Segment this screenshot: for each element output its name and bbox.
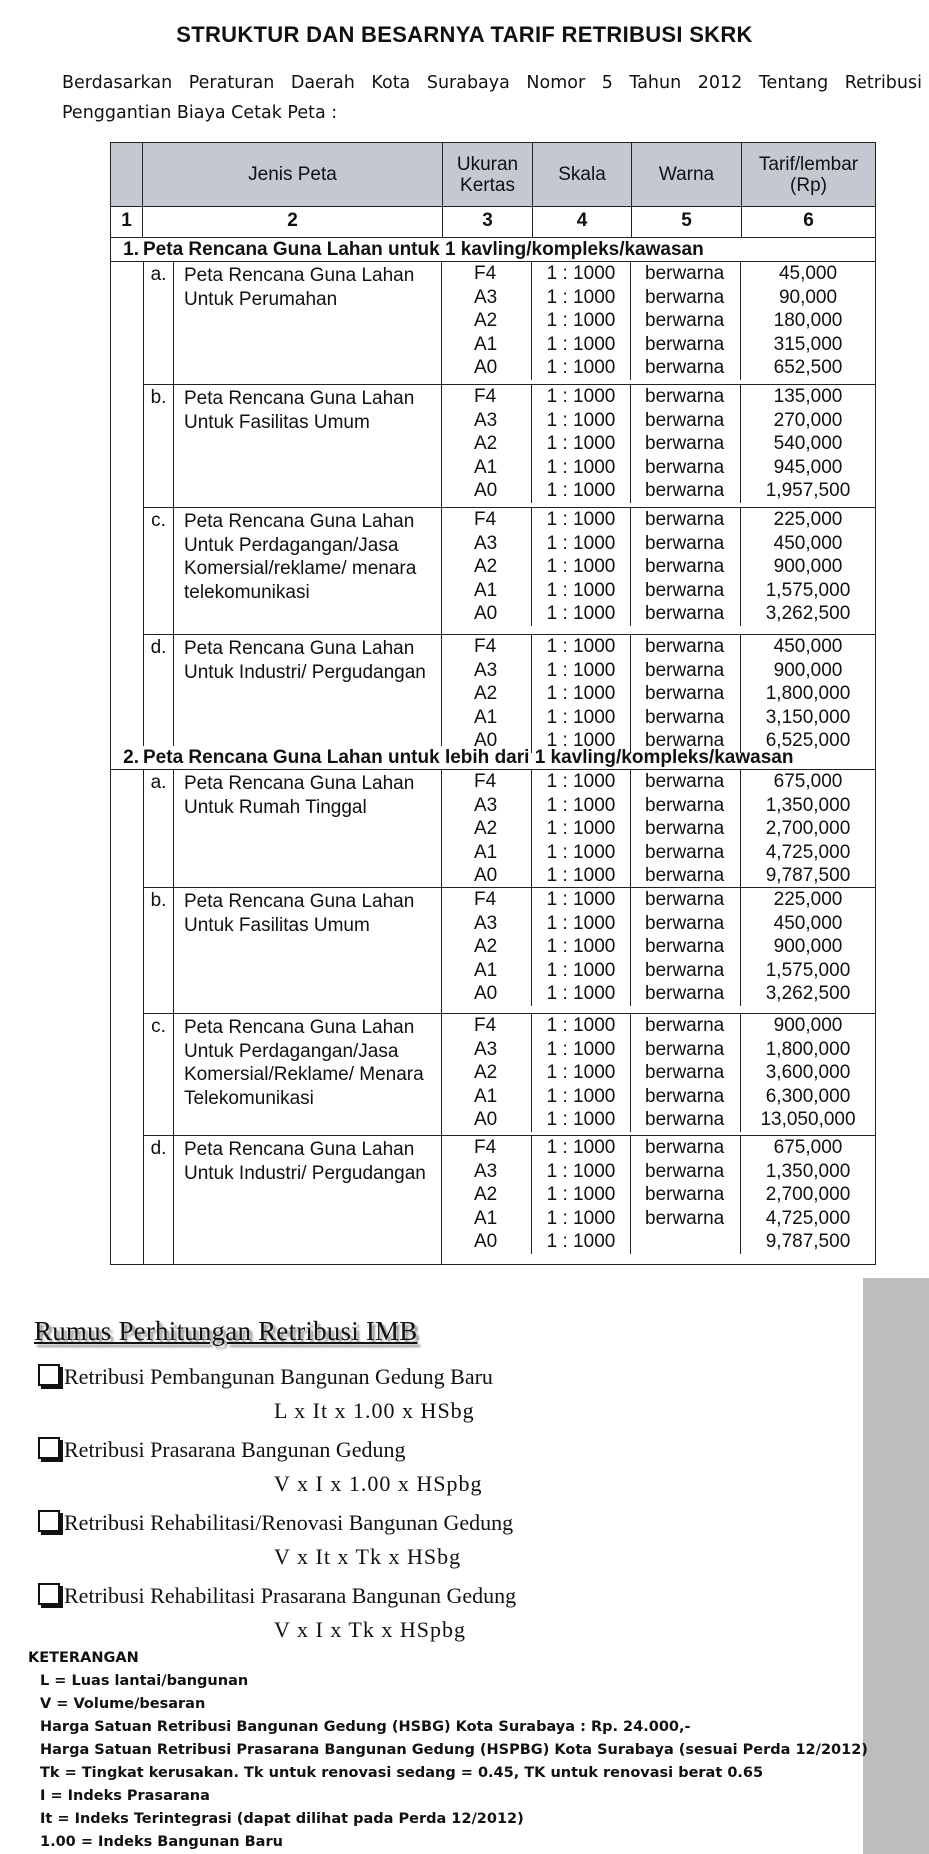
formula-item-label xyxy=(38,1583,516,1609)
table-row xyxy=(442,309,875,333)
formula-expression: L x It x 1.00 x HSbg xyxy=(274,1398,475,1423)
tariff-cell: 450,000 xyxy=(773,912,843,934)
paper-size-cell: A2 xyxy=(442,935,532,959)
group-rows xyxy=(442,508,875,634)
tariff-cell: 900,000 xyxy=(773,556,843,578)
map-type-group xyxy=(143,1014,875,1136)
tariff-cell: 3,262,500 xyxy=(765,983,851,1005)
table-row xyxy=(442,1108,875,1132)
paper-size-cell: A2 xyxy=(442,817,532,841)
map-type-group xyxy=(143,770,875,888)
formula-expression: V x It x Tk x HSbg xyxy=(274,1544,462,1569)
checkbox-bullet-icon xyxy=(38,1364,60,1386)
tariff-cell: 4,725,000 xyxy=(765,1207,851,1229)
color-cell: berwarna xyxy=(631,729,741,753)
section-title-row xyxy=(111,238,875,262)
paper-size-cell: A2 xyxy=(442,1183,532,1207)
scale-cell: 1 : 1000 xyxy=(532,579,631,603)
keterangan-line: Harga Satuan Retribusi Bangunan Gedung (HSBG) Kota Surabaya : Rp. 24.000,- xyxy=(40,1719,691,1735)
header-cell-tarif: Tarif/lembar (Rp) xyxy=(758,153,859,196)
table-row xyxy=(442,959,875,983)
scale-cell: 1 : 1000 xyxy=(532,286,631,310)
map-type-name: Peta Rencana Guna Lahan Untuk Rumah Tinggal xyxy=(174,770,442,887)
paper-size-cell: F4 xyxy=(442,1014,532,1038)
formula-label: Retribusi Rehabilitasi Prasarana Bangunan Gedung xyxy=(64,1583,517,1608)
tariff-cell: 9,787,500 xyxy=(765,865,851,887)
paper-size-cell: F4 xyxy=(442,635,532,659)
col-number: 1 xyxy=(111,207,143,237)
header-cell-jenis-peta: Jenis Peta xyxy=(143,143,443,206)
tariff-cell: 270,000 xyxy=(773,409,843,431)
table-row xyxy=(442,479,875,503)
paper-size-cell: A1 xyxy=(442,706,532,730)
scale-cell: 1 : 1000 xyxy=(532,935,631,959)
scale-cell: 1 : 1000 xyxy=(532,409,631,433)
table-row xyxy=(442,635,875,659)
group-letter: d. xyxy=(144,1136,174,1264)
section-title: Peta Rencana Guna Lahan untuk lebih dari 1 kavling/kompleks/kawasan xyxy=(143,747,794,768)
color-cell: berwarna xyxy=(631,555,741,579)
color-cell: berwarna xyxy=(631,286,741,310)
color-cell: berwarna xyxy=(631,262,741,286)
table-row xyxy=(442,532,875,556)
paper-size-cell: A0 xyxy=(442,864,532,888)
group-letter: a. xyxy=(144,262,174,384)
tariff-cell: 180,000 xyxy=(773,310,843,332)
paper-size-cell: A3 xyxy=(442,912,532,936)
table-row xyxy=(442,841,875,865)
table-row xyxy=(442,935,875,959)
group-rows xyxy=(442,1136,875,1264)
intro-paragraph: Berdasarkan Peraturan Daerah Kota Surabaya Nomor 5 Tahun 2012 Tentang Retribusi Penggantian Biaya Cetak Peta : xyxy=(62,73,922,123)
group-rows xyxy=(442,385,875,507)
paper-size-cell: A0 xyxy=(442,602,532,626)
keterangan-line: Harga Satuan Retribusi Prasarana Bangunan Gedung (HSPBG) Kota Surabaya (sesuai Perda 12/2012) xyxy=(40,1742,868,1758)
tariff-cell: 3,600,000 xyxy=(765,1062,851,1084)
tariff-cell: 1,350,000 xyxy=(765,1160,851,1182)
group-rows xyxy=(442,770,875,887)
tariff-cell: 900,000 xyxy=(773,659,843,681)
scale-cell: 1 : 1000 xyxy=(532,841,631,865)
scale-cell: 1 : 1000 xyxy=(532,959,631,983)
tariff-cell: 2,700,000 xyxy=(765,1184,851,1206)
scale-cell: 1 : 1000 xyxy=(532,1136,631,1160)
scale-cell: 1 : 1000 xyxy=(532,1183,631,1207)
map-type-name: Peta Rencana Guna Lahan Untuk Industri/ Pergudangan xyxy=(174,635,442,746)
paper-size-cell: A3 xyxy=(442,532,532,556)
scale-cell: 1 : 1000 xyxy=(532,385,631,409)
scale-cell: 1 : 1000 xyxy=(532,1038,631,1062)
scale-cell: 1 : 1000 xyxy=(532,432,631,456)
color-cell: berwarna xyxy=(631,682,741,706)
table-row xyxy=(442,982,875,1006)
color-cell: berwarna xyxy=(631,602,741,626)
keterangan-line: L = Luas lantai/bangunan xyxy=(40,1673,249,1689)
paper-size-cell: A3 xyxy=(442,1160,532,1184)
table-row xyxy=(442,456,875,480)
scale-cell: 1 : 1000 xyxy=(532,456,631,480)
tariff-cell: 900,000 xyxy=(773,936,843,958)
scale-cell: 1 : 1000 xyxy=(532,1207,631,1231)
map-type-group xyxy=(143,508,875,635)
group-letter: b. xyxy=(144,385,174,507)
formula-item-label xyxy=(38,1510,513,1536)
color-cell: berwarna xyxy=(631,432,741,456)
tariff-cell: 315,000 xyxy=(773,333,843,355)
color-cell: berwarna xyxy=(631,841,741,865)
table-row xyxy=(442,1136,875,1160)
color-cell: berwarna xyxy=(631,356,741,380)
color-cell: berwarna xyxy=(631,479,741,503)
paper-size-cell: A3 xyxy=(442,1038,532,1062)
section-number: 1. xyxy=(123,239,139,260)
scale-cell: 1 : 1000 xyxy=(532,635,631,659)
paper-size-cell: A1 xyxy=(442,333,532,357)
group-letter: d. xyxy=(144,635,174,746)
scale-cell: 1 : 1000 xyxy=(532,356,631,380)
paper-size-cell: F4 xyxy=(442,888,532,912)
scale-cell: 1 : 1000 xyxy=(532,817,631,841)
color-cell: berwarna xyxy=(631,385,741,409)
color-cell: berwarna xyxy=(631,1207,741,1231)
paper-size-cell: A2 xyxy=(442,432,532,456)
map-type-name: Peta Rencana Guna Lahan Untuk Perdagangan/Jasa Komersial/reklame/ menara telekomunikasi xyxy=(174,508,442,634)
map-type-name: Peta Rencana Guna Lahan Untuk Fasilitas Umum xyxy=(174,385,442,507)
scale-cell: 1 : 1000 xyxy=(532,982,631,1006)
table-row xyxy=(442,794,875,818)
scale-cell: 1 : 1000 xyxy=(532,729,631,753)
scale-cell: 1 : 1000 xyxy=(532,555,631,579)
color-cell xyxy=(631,1230,741,1254)
table-row xyxy=(442,864,875,888)
tariff-cell: 2,700,000 xyxy=(765,818,851,840)
table-row xyxy=(442,432,875,456)
group-letter: b. xyxy=(144,888,174,1013)
table-row xyxy=(442,385,875,409)
paper-size-cell: A1 xyxy=(442,841,532,865)
scale-cell: 1 : 1000 xyxy=(532,888,631,912)
formula-label: Retribusi Pembangunan Bangunan Gedung Baru xyxy=(64,1364,493,1389)
formula-expression: V x I x 1.00 x HSpbg xyxy=(274,1471,483,1496)
color-cell: berwarna xyxy=(631,333,741,357)
color-cell: berwarna xyxy=(631,1160,741,1184)
paper-size-cell: A1 xyxy=(442,1207,532,1231)
scale-cell: 1 : 1000 xyxy=(532,333,631,357)
tariff-cell: 1,350,000 xyxy=(765,794,851,816)
scale-cell: 1 : 1000 xyxy=(532,864,631,888)
scale-cell: 1 : 1000 xyxy=(532,770,631,794)
tariff-cell: 45,000 xyxy=(778,263,838,284)
color-cell: berwarna xyxy=(631,706,741,730)
table-row xyxy=(442,1183,875,1207)
tariff-table xyxy=(110,142,876,1265)
color-cell: berwarna xyxy=(631,579,741,603)
table-row xyxy=(442,912,875,936)
group-letter: c. xyxy=(144,1014,174,1135)
map-type-name: Peta Rencana Guna Lahan Untuk Industri/ Pergudangan xyxy=(174,1136,442,1264)
paper-size-cell: F4 xyxy=(442,770,532,794)
tariff-cell: 900,000 xyxy=(773,1015,843,1036)
paper-size-cell: A1 xyxy=(442,456,532,480)
color-cell: berwarna xyxy=(631,912,741,936)
map-type-group xyxy=(143,262,875,385)
tariff-cell: 135,000 xyxy=(773,386,843,407)
scale-cell: 1 : 1000 xyxy=(532,912,631,936)
color-cell: berwarna xyxy=(631,1038,741,1062)
tariff-cell: 945,000 xyxy=(773,456,843,478)
col-number: 5 xyxy=(632,207,742,237)
color-cell: berwarna xyxy=(631,982,741,1006)
paper-size-cell: F4 xyxy=(442,508,532,532)
section-title-row xyxy=(111,746,875,770)
section-number: 2. xyxy=(123,747,139,768)
table-row xyxy=(442,579,875,603)
tariff-cell: 1,957,500 xyxy=(765,480,851,502)
table-header xyxy=(111,143,875,207)
scale-cell: 1 : 1000 xyxy=(532,1230,631,1254)
color-cell: berwarna xyxy=(631,532,741,556)
scale-cell: 1 : 1000 xyxy=(532,706,631,730)
scale-cell: 1 : 1000 xyxy=(532,1160,631,1184)
map-type-group xyxy=(143,888,875,1014)
tariff-cell: 225,000 xyxy=(773,889,843,910)
map-type-group xyxy=(143,1136,875,1264)
keterangan-line: V = Volume/besaran xyxy=(40,1696,206,1712)
table-row xyxy=(442,1014,875,1038)
formula-section-title: Rumus Perhitungan Retribusi IMB xyxy=(34,1316,418,1346)
scale-cell: 1 : 1000 xyxy=(532,659,631,683)
map-type-group xyxy=(143,635,875,752)
tariff-cell: 225,000 xyxy=(773,509,843,530)
color-cell: berwarna xyxy=(631,456,741,480)
scale-cell: 1 : 1000 xyxy=(532,479,631,503)
table-row xyxy=(442,1061,875,1085)
header-cell-warna: Warna xyxy=(632,143,742,206)
table-row xyxy=(442,659,875,683)
paper-size-cell: A3 xyxy=(442,286,532,310)
scale-cell: 1 : 1000 xyxy=(532,1014,631,1038)
scale-cell: 1 : 1000 xyxy=(532,262,631,286)
group-rows xyxy=(442,635,875,752)
color-cell: berwarna xyxy=(631,864,741,888)
tariff-cell: 9,787,500 xyxy=(765,1231,851,1253)
formula-label: Retribusi Rehabilitasi/Renovasi Bangunan Gedung xyxy=(64,1510,514,1535)
table-row xyxy=(442,356,875,380)
color-cell: berwarna xyxy=(631,959,741,983)
map-type-name: Peta Rencana Guna Lahan Untuk Perdagangan/Jasa Komersial/Reklame/ Menara Telekomunikasi xyxy=(174,1014,442,1135)
gray-margin-strip xyxy=(863,1278,929,1854)
table-row xyxy=(442,1085,875,1109)
table-row xyxy=(442,508,875,532)
tariff-cell: 450,000 xyxy=(773,532,843,554)
formula-item-label xyxy=(38,1437,406,1463)
table-row xyxy=(442,1230,875,1254)
paper-size-cell: A2 xyxy=(442,555,532,579)
paper-size-cell: A3 xyxy=(442,409,532,433)
tariff-cell: 4,725,000 xyxy=(765,841,851,863)
tariff-cell: 3,150,000 xyxy=(765,706,851,728)
checkbox-bullet-icon xyxy=(38,1583,60,1605)
keterangan-line: It = Indeks Terintegrasi (dapat dilihat pada Perda 12/2012) xyxy=(40,1811,524,1827)
table-row xyxy=(442,1207,875,1231)
paper-size-cell: A0 xyxy=(442,729,532,753)
table-row xyxy=(442,888,875,912)
color-cell: berwarna xyxy=(631,635,741,659)
paper-size-cell: A0 xyxy=(442,1230,532,1254)
color-cell: berwarna xyxy=(631,1136,741,1160)
map-type-name: Peta Rencana Guna Lahan Untuk Fasilitas Umum xyxy=(174,888,442,1013)
section-body xyxy=(111,770,875,1264)
group-letter: a. xyxy=(144,770,174,887)
scale-cell: 1 : 1000 xyxy=(532,508,631,532)
header-cell-blank xyxy=(111,143,143,206)
color-cell: berwarna xyxy=(631,659,741,683)
tariff-cell: 652,500 xyxy=(773,357,843,379)
section-body xyxy=(111,262,875,752)
table-row xyxy=(442,555,875,579)
group-rows xyxy=(442,262,875,384)
paper-size-cell: A0 xyxy=(442,356,532,380)
color-cell: berwarna xyxy=(631,409,741,433)
color-cell: berwarna xyxy=(631,888,741,912)
checkbox-bullet-icon xyxy=(38,1437,60,1459)
section-title: Peta Rencana Guna Lahan untuk 1 kavling/kompleks/kawasan xyxy=(143,239,704,260)
tariff-cell: 1,575,000 xyxy=(765,959,851,981)
paper-size-cell: A3 xyxy=(442,794,532,818)
map-type-group xyxy=(143,385,875,508)
tariff-cell: 450,000 xyxy=(773,636,843,657)
tariff-cell: 1,575,000 xyxy=(765,579,851,601)
keterangan-line: 1.00 = Indeks Bangunan Baru xyxy=(40,1834,283,1850)
group-rows xyxy=(442,1014,875,1135)
group-letter: c. xyxy=(144,508,174,634)
tariff-cell: 13,050,000 xyxy=(760,1109,856,1131)
scale-cell: 1 : 1000 xyxy=(532,1108,631,1132)
table-body xyxy=(111,238,875,1264)
paper-size-cell: A1 xyxy=(442,959,532,983)
col-number: 2 xyxy=(143,207,443,237)
tariff-cell: 675,000 xyxy=(773,771,843,792)
tariff-cell: 90,000 xyxy=(778,286,838,308)
paper-size-cell: F4 xyxy=(442,262,532,286)
table-row xyxy=(442,706,875,730)
table-row xyxy=(442,1038,875,1062)
checkbox-bullet-icon xyxy=(38,1510,60,1532)
table-row xyxy=(442,602,875,626)
color-cell: berwarna xyxy=(631,817,741,841)
paper-size-cell: A1 xyxy=(442,579,532,603)
color-cell: berwarna xyxy=(631,770,741,794)
keterangan-line: I = Indeks Prasarana xyxy=(40,1788,210,1804)
tariff-cell: 1,800,000 xyxy=(765,1038,851,1060)
scale-cell: 1 : 1000 xyxy=(532,1061,631,1085)
table-row xyxy=(442,770,875,794)
paper-size-cell: A2 xyxy=(442,682,532,706)
tariff-cell: 540,000 xyxy=(773,433,843,455)
column-number-row xyxy=(111,207,875,238)
map-type-name: Peta Rencana Guna Lahan Untuk Perumahan xyxy=(174,262,442,384)
color-cell: berwarna xyxy=(631,1085,741,1109)
table-row xyxy=(442,682,875,706)
scale-cell: 1 : 1000 xyxy=(532,794,631,818)
paper-size-cell: A1 xyxy=(442,1085,532,1109)
formula-expression: V x I x Tk x HSpbg xyxy=(274,1617,466,1642)
table-row xyxy=(442,409,875,433)
keterangan-title: KETERANGAN xyxy=(28,1650,139,1666)
paper-size-cell: F4 xyxy=(442,385,532,409)
table-row xyxy=(442,262,875,286)
color-cell: berwarna xyxy=(631,1014,741,1038)
paper-size-cell: A0 xyxy=(442,1108,532,1132)
tariff-cell: 6,300,000 xyxy=(765,1085,851,1107)
color-cell: berwarna xyxy=(631,794,741,818)
scale-cell: 1 : 1000 xyxy=(532,309,631,333)
tariff-cell: 1,800,000 xyxy=(765,683,851,705)
group-rows xyxy=(442,888,875,1013)
tariff-cell: 3,262,500 xyxy=(765,603,851,625)
page-title: STRUKTUR DAN BESARNYA TARIF RETRIBUSI SKRK xyxy=(176,22,753,47)
paper-size-cell: A0 xyxy=(442,479,532,503)
table-row xyxy=(442,333,875,357)
color-cell: berwarna xyxy=(631,935,741,959)
tariff-cell: 6,525,000 xyxy=(765,730,851,752)
table-row xyxy=(442,1160,875,1184)
col-number: 6 xyxy=(803,210,814,231)
color-cell: berwarna xyxy=(631,1108,741,1132)
table-row xyxy=(442,286,875,310)
scale-cell: 1 : 1000 xyxy=(532,682,631,706)
color-cell: berwarna xyxy=(631,1183,741,1207)
scale-cell: 1 : 1000 xyxy=(532,602,631,626)
table-row xyxy=(442,817,875,841)
tariff-cell: 675,000 xyxy=(773,1137,843,1158)
col-number: 3 xyxy=(443,207,533,237)
header-cell-skala: Skala xyxy=(533,143,632,206)
formula-label: Retribusi Prasarana Bangunan Gedung xyxy=(64,1437,406,1462)
scale-cell: 1 : 1000 xyxy=(532,532,631,556)
paper-size-cell: F4 xyxy=(442,1136,532,1160)
paper-size-cell: A2 xyxy=(442,309,532,333)
paper-size-cell: A3 xyxy=(442,659,532,683)
paper-size-cell: A0 xyxy=(442,982,532,1006)
color-cell: berwarna xyxy=(631,1061,741,1085)
col-number: 4 xyxy=(533,207,632,237)
header-cell-ukuran-kertas: Ukuran Kertas xyxy=(443,143,533,206)
color-cell: berwarna xyxy=(631,309,741,333)
paper-size-cell: A2 xyxy=(442,1061,532,1085)
scale-cell: 1 : 1000 xyxy=(532,1085,631,1109)
color-cell: berwarna xyxy=(631,508,741,532)
keterangan-line: Tk = Tingkat kerusakan. Tk untuk renovasi sedang = 0.45, TK untuk renovasi berat 0.65 xyxy=(40,1765,764,1781)
formula-item-label xyxy=(38,1364,493,1390)
